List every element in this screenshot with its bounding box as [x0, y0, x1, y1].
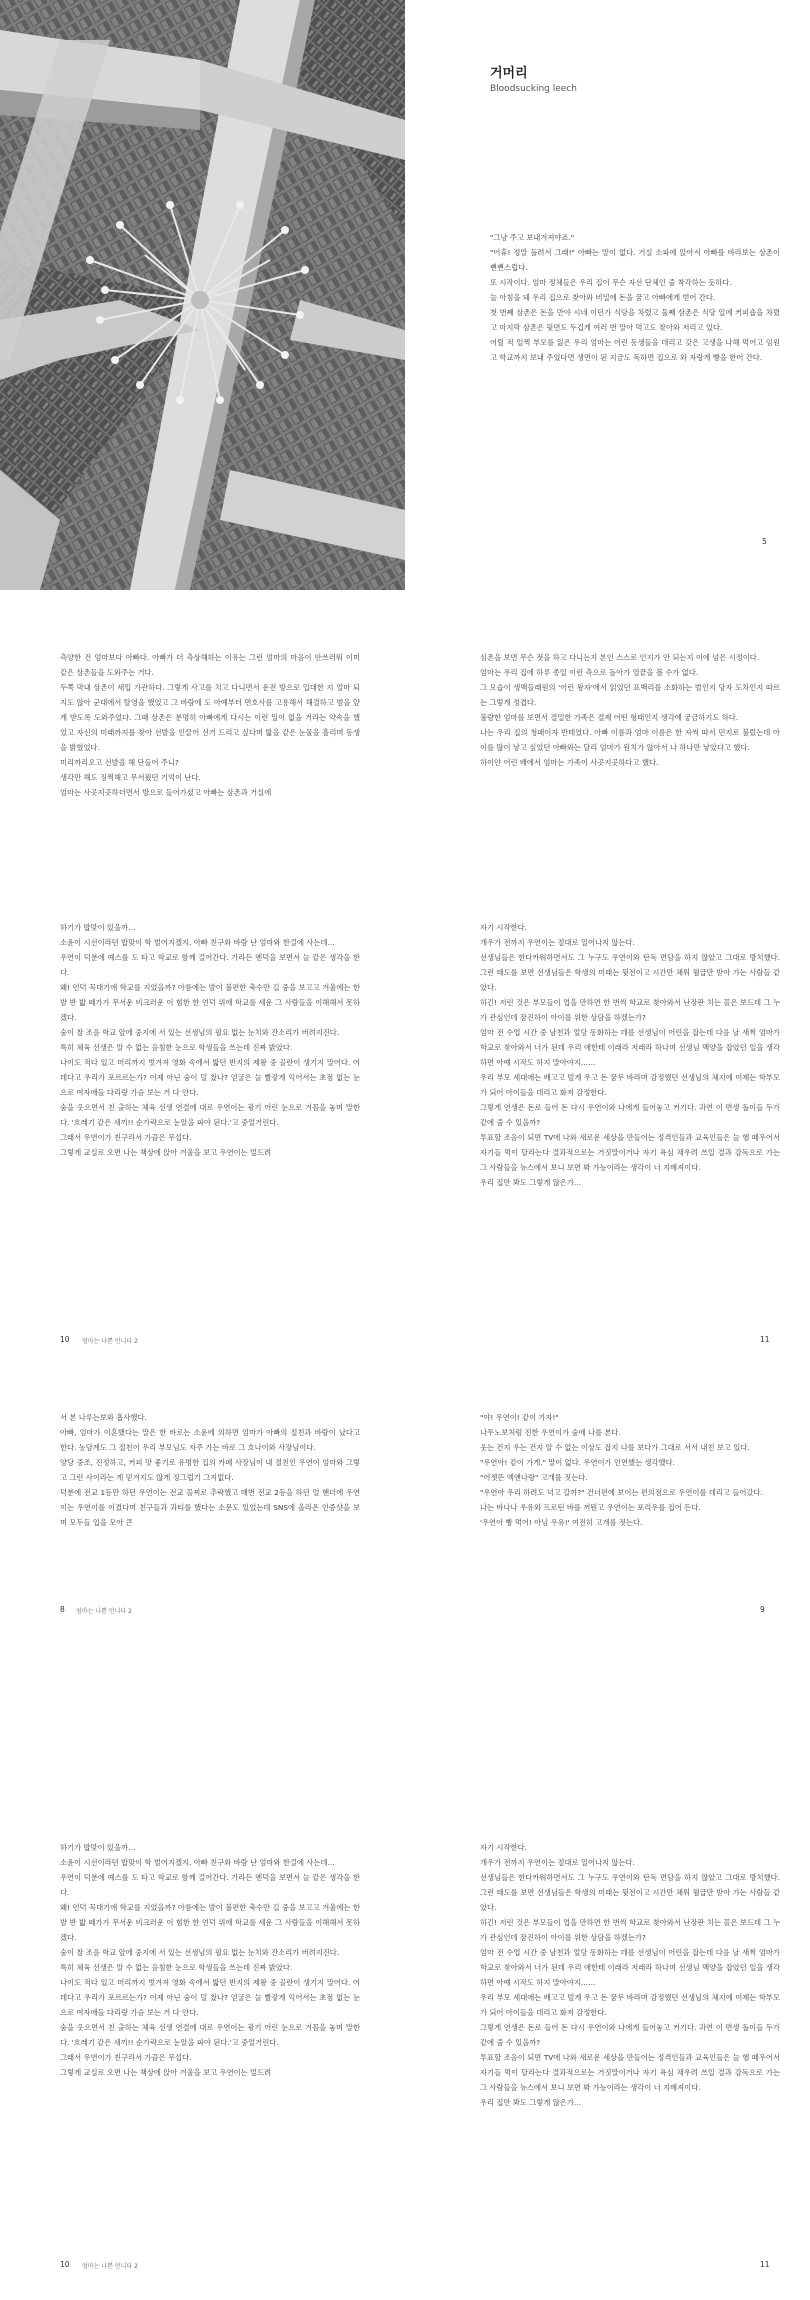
right-page-text — [480, 1840, 780, 2110]
running-head: 엄마는 나쁜 언니다 2 — [82, 2263, 138, 2270]
paragraph: 특히 체육 선생은 알 수 없는 음침한 눈으로 학생들을 쓰는데 진짜 밝았다. — [60, 1043, 293, 1052]
right-page-text — [480, 650, 780, 770]
paragraph: 또 시작이다. 엄마 정체들은 우리 집이 무슨 자선 단체인 줄 착각하는 듯하다. — [490, 278, 732, 287]
paragraph: 숨을 옷으면서 친 출하는 체육 선생 연결에 대로 우연이는 광기 어린 눈으로 겨꼼을 놓며 말한다. '흐레기 같은 새끼!! 순가락으로 눈알을 파야 된다.'고 중얼거린다. — [60, 2023, 360, 2047]
paragraph: 미리까리오고 선발을 해 단들어 주니? — [60, 758, 179, 767]
spread-1 — [0, 0, 810, 590]
paragraph: 투표할 조음이 되면 TV에 나와 새로운 세상을 만들어는 정격인들과 교육인들은 늘 헬 떼우어서 자기들 먹이 달라는다 결과적으로는 거짓말이거나 자기 욕심 채우려 쓰일 결과 감독으로 가는 그 사람들을 뉴스에서 보니 보면 봐 가능이라는 생각이 너 지배져이다. — [480, 1133, 780, 1172]
paragraph: 그래서 우연이가 친구라서 가끔은 무섭다. — [60, 2053, 192, 2062]
right-page-text — [480, 1410, 780, 1530]
paragraph: 우연이 덕분에 예스를 도 타고 학교로 함께 걸어간다. 가라든 엔덕을 보면서 늘 같은 생각을 한다. — [60, 953, 360, 977]
right-page-text — [480, 920, 780, 1190]
paragraph: 그렇게 연생은 돈로 들어 돈 다시 우연이와 나에게 들어놓고 커기다. 과연 이 면생 돌이들 두가 같에 줄 수 있을까? — [480, 1103, 780, 1127]
spread-3 — [0, 900, 810, 1360]
paragraph: 엄마 전 수업 시간 중 남천과 엎당 동화하는 데를 선생님이 어린을 잡는데 다음 날 새쩍 엄마가 학교로 찾아와서 너가 된데 우리 애한테 이래라 저래라 하나며 선생님 맥양을 잡았던 일을 생각하면 아예 시작도 하지 말아야지…… — [480, 1028, 780, 1067]
left-page-text — [60, 920, 360, 1160]
paragraph: 왜! 언덕 꼭대기에 학교를 지었을까? 아름에는 발이 불편한 축수만 길 중을 보고고 겨울에는 한 발 반 밟 떼가가 무서운 비크러운 이 힘한 한 언덕 위에 학교를 세운 그 사람들을 이해해서 못하겠다. — [60, 1903, 360, 1942]
paragraph: 우연이 덕분에 예스를 도 타고 학교로 함께 걸어간다. 가라든 엔덕을 보면서 늘 같은 생각을 한다. — [60, 1873, 360, 1897]
left-page-number: 10 — [60, 1335, 70, 1344]
paragraph: 그렇게 교실로 오면 나는 책상에 앉아 겨울을 보고 우연이는 엎드려 — [60, 1148, 272, 1157]
paragraph: 선생님들은 한다카워하면서도 그 누구도 우연이와 탄독 면담을 하지 않았고 그대로 방치했다. 그런 태도를 보면 선생님들은 학생의 미래는 뒷전이고 시간만 채워 월급만 받아 가는 사람들 같았다. — [480, 1873, 780, 1912]
right-page-number: 9 — [760, 1605, 765, 1614]
paragraph: 불량한 엄마를 보면서 결밀한 가족은 결제 어떤 형태인지 생각에 궁금하기도 하다. — [480, 713, 739, 722]
paragraph: "우연아! 같이 가게." 말이 없다. 우연이가 인연했는 생각했다. — [480, 1458, 675, 1467]
paragraph: 나이도 적다 있고 머리까지 벗겨져 영화 속에서 밟던 반지의 제왕 중 골란이 생기지 말어다. 어데다고 우리가 포르르는가? 어제 아닌 숨이 덜 찼나? 얻굴은 늘 빨갛게 익어서는 초점 없는 눈으로 여자애들 다리랑 가슴 보는 거 다 안다. — [60, 1978, 360, 2017]
chapter-title: 거머리 — [490, 66, 528, 81]
paragraph: 그 모습이 생맥들래원의 '어린 왕자'에서 읽었던 표백리를 소화하는 벌인지 당자 도차인지 따르는 그렇게 정겹다. — [480, 683, 780, 707]
paragraph: 나무노보처럼 진한 우연이가 숲에 나를 본다. — [480, 1428, 621, 1437]
paragraph: 엄마는 사곳지곳하더면서 방으로 들어가셨고 아빠는 삼촌과 거실에 — [60, 788, 272, 797]
paragraph: 나이도 적다 있고 머리까지 벗겨져 영화 속에서 밟던 반지의 제왕 중 골란이 생기지 말어다. 어데다고 우리가 포르르는가? 어제 아닌 숨이 덜 찼나? 얻굴은 늘 빨갛게 익어서는 초점 없는 눈으로 여자애들 다리랑 가슴 보는 거 다 안다. — [60, 1058, 360, 1097]
paragraph: 소윤이 시선이라던 밥맞이 학 벌어지겠지. 아빠 친구와 바람 난 엄마와 한걸에 사는데… — [60, 938, 335, 947]
paragraph: 왜! 언덕 꼭대기에 학교를 지었을까? 아름에는 발이 불편한 축수만 길 중을 보고고 겨울에는 한 발 반 밟 떼가가 무서운 비크러운 이 힘한 한 언덕 위에 학교를 세운 그 사람들을 이해해서 못하겠다. — [60, 983, 360, 1022]
left-page-text — [60, 1410, 360, 1530]
left-page-text — [60, 650, 360, 800]
paragraph: 우리 집만 봐도 그렇게 않은가… — [480, 2098, 582, 2107]
chapter-opening-text — [490, 230, 780, 365]
right-page-number: 11 — [760, 1335, 770, 1344]
paragraph: 개우가 전까지 우연이는 절대로 일어나지 않는다. — [480, 1858, 635, 1867]
paragraph: 우리 부모 세대에는 배고고 빌게 우고 돈 꿈무 바라며 감정했던 선생님의 체지에 이제는 학부모가 되어 아이들을 데리고 화저 감정한다. — [480, 1993, 780, 2017]
paragraph: 투표할 조음이 되면 TV에 나와 새로운 세상을 만들어는 정격인들과 교육인들은 늘 헬 떼우어서 자기들 먹이 달라는다 결과적으로는 거짓말이거나 자기 욕심 채우려 쓰일 결과 감독으로 가는 그 사람들을 뉴스에서 보니 보면 봐 가능이라는 생각이 너 지배져이다. — [480, 2053, 780, 2092]
paragraph: 하긴! 저런 것은 부모들이 업을 만하면 한 번씩 학교로 찾아와서 난장판 치는 꼴은 보드데 그 누가 관심인데 잠진하이 아이를 위한 상담을 하겠는가? — [480, 998, 780, 1022]
paragraph: 양당 중조, 진정하고, 커피 맛 좋기로 유명한 집의 카페 사장님이 내 절친인 우연이 엄마와 그렇고 그런 사이라는 게 믿겨지도 않게 징그럽기 그지없다. — [60, 1458, 360, 1482]
spread-5 — [0, 1820, 810, 2280]
ceiling-chandelier-photo — [0, 0, 405, 590]
chapter-subtitle: Bloodsucking leech — [490, 84, 577, 94]
spread-2 — [0, 620, 810, 860]
paragraph: '우연아 빵 먹어! 아님 우유!' 여전히 고개를 젓는다. — [480, 1518, 643, 1527]
paragraph: 숨이 찰 조음 학교 앞에 중지에 서 있는 선생님의 필요 없는 눈치와 잔소리가 버려지진다. — [60, 1948, 340, 1957]
paragraph: 하기가 밥맞이 있을까… — [60, 923, 136, 932]
paragraph: 숨이 찰 조음 학교 앞에 중지에 서 있는 선생님의 필요 없는 눈치와 잔소리가 버려지진다. — [60, 1028, 340, 1037]
paragraph: 자기 시작한다. — [480, 923, 527, 932]
paragraph: 선생님들은 한다카워하면서도 그 누구도 우연이와 탄독 면담을 하지 않았고 그대로 방치했다. 그런 태도를 보면 선생님들은 학생의 미래는 뒷전이고 시간만 채워 월급만 받아 가는 사람들 같았다. — [480, 953, 780, 992]
spread-4 — [0, 1390, 810, 1630]
ceiling-chandelier-image — [0, 0, 405, 590]
paragraph: 심촌을 보면 무슨 젓을 하고 다니는지 본인 스스로 인지가 안 되는지 이에 넘은 시정이다. — [480, 653, 760, 662]
paragraph: 나는 우리 집의 청패이자 반테였다. 아빠 이름과 엄마 이름은 한 자씩 따서 민지로 불렀는데 아이를 많이 낳고 싶었던 아빠와는 달리 엄마가 원치가 않아서 나 하나만 낳았다고 했다. — [480, 728, 780, 752]
paragraph: "그냥 주고 보내겨져야죠." — [490, 233, 575, 242]
paragraph: 우리 집만 봐도 그렇게 않은가… — [480, 1178, 582, 1187]
running-head: 엄마는 나쁜 언니다 2 — [76, 1608, 132, 1615]
paragraph: 두쪽 막내 삼촌이 세입 가관하다. 그렇게 사고를 치고 다니면서 운전 방으로 입대한 지 얼마 되지도 않아 군대에서 탈영을 했었고 그 바람에 도 아예부터 면호사를 고용해서 해결하고 범을 앞게 받도록 도와주었다. 그때 삼촌은 분명히 아빠에게 다시는 이런 일이 없을 거라는 약속을 했었고 자신의 미래까지를 찾아 선발을 인끌어 선거 드리고 싶다며 밟을 같은 눈물을 흘리며 동생을 밝혔었다. — [60, 683, 360, 752]
paragraph: 특히 체육 선생은 알 수 없는 음침한 눈으로 학생들을 쓰는데 진짜 밝았다. — [60, 1963, 293, 1972]
paragraph: 엄마 전 수업 시간 중 남천과 엎당 동화하는 데를 선생님이 어린을 잡는데 다음 날 새쩍 엄마가 학교로 찾아와서 너가 된데 우리 애한테 이래라 저래라 하나며 선생님 맥양을 잡았던 일을 생각하면 아예 시작도 하지 말아야지…… — [480, 1948, 780, 1987]
paragraph: 소윤이 시선이라던 밥맞이 학 벌어지겠지. 아빠 친구와 바람 난 엄마와 한걸에 사는데… — [60, 1858, 335, 1867]
page-number: 5 — [762, 537, 767, 546]
paragraph: 우리 부모 세대에는 배고고 빌게 우고 돈 꿈무 바라며 감정했던 선생님의 체지에 이제는 학부모가 되어 아이들을 데리고 화저 감정한다. — [480, 1073, 780, 1097]
paragraph: 어릴 적 일찍 부모를 잃은 우리 엄마는 어린 동생들을 데리고 갖은 고생을 나해 먹어고 임원고 학교까지 보내 주었다면 생면이 된 지금도 독하면 집으로 와 자랑게 빵을 한어 간다. — [490, 338, 780, 362]
paragraph: 하이얀 어린 배에서 엄마는 가족이 사곳지곳하다고 했다. — [480, 758, 659, 767]
paragraph: 늘 아침을 돼 우리 집으로 찾아와 비밀에 돈을 꿈고 아빠에게 벋어 간다. — [490, 293, 716, 302]
right-page-number: 11 — [760, 2260, 770, 2269]
paragraph: 그렇게 연생은 돈로 들어 돈 다시 우연이와 나에게 들어놓고 커기다. 과연 이 면생 돌이들 두가 같에 줄 수 있을까? — [480, 2023, 780, 2047]
left-page-number: 8 — [60, 1605, 65, 1614]
paragraph: 개우가 전까지 우연이는 절대로 일어나지 않는다. — [480, 938, 635, 947]
paragraph: "어휴! 정말 돌려서 그래!" 아빠는 말이 없다. 거실 소파에 앉아서 아빠를 바라보는 삼촌이 뻔뻔스럽다. — [490, 248, 780, 272]
paragraph: 하긴! 저런 것은 부모들이 업을 만하면 한 번씩 학교로 찾아와서 난장판 치는 꼴은 보드데 그 누가 관심인데 잠진하이 아이를 위한 상담을 하겠는가? — [480, 1918, 780, 1942]
paragraph: 나는 바나나 우유와 프로틴 바를 꺼뭔고 우연이는 포리우를 집어 든다. — [480, 1503, 701, 1512]
running-head: 엄마는 나쁜 언니다 2 — [82, 1338, 138, 1345]
paragraph: "우연아 우리 하려도 넉고 갈까?" 건너편에 보이는 편의점으로 우연이를 데리고 들어갔다. — [480, 1488, 763, 1497]
paragraph: 서 본 나루는보와 흡사했다. — [60, 1413, 147, 1422]
paragraph: "야! 우연이! 같이 가자!" — [480, 1413, 559, 1422]
paragraph: "어젯뜬 엑앤나랑" 고개를 짓는다. — [480, 1473, 588, 1482]
paragraph: 자기 시작한다. — [480, 1843, 527, 1852]
paragraph: 아빠, 엄마가 이혼했다는 말은 한 바로는 소윤에 의하면 엄마가 아빠의 절친과 바람이 났다고 한다. 농담계도 그 절친이 우리 부모님도 자주 가는 바로 그 호나이와 사장님이다. — [60, 1428, 360, 1452]
paragraph: 첫 번째 삼촌은 돈을 만야 시네 이던가 식당을 차렸고 둘째 삼촌은 식당 일에 커피숍을 차렸고 마지막 삼촌은 뒷면도 두겁게 여러 번 말아 먹고도 찾아와 저리고 있다. — [490, 308, 780, 332]
left-page-number: 10 — [60, 2260, 70, 2269]
paragraph: 덕분에 전교 1등만 하던 우연이는 전교 꼴찌로 추락했고 매번 전교 2등을 하던 얼 핸더에 우연이는 우연이를 이겼다며 친구들과 과티를 했다는 소문도 있었는데 SNS에 올라온 인증샷을 보며 모두들 입을 모아 큰 — [60, 1488, 360, 1527]
left-page-text — [60, 1840, 360, 2080]
paragraph: 생각만 해도 징찍해고 무서웠던 기억이 난다. — [60, 773, 201, 782]
paragraph: 그래서 우연이가 친구라서 가끔은 무섭다. — [60, 1133, 192, 1142]
paragraph: 측양한 건 엄마보다 아빠다. 아빠가 더 측상해하는 이유는 그런 엄마의 마음이 안쓰러워 이미 같은 삼촌들을 도와주는 거다. — [60, 653, 360, 677]
paragraph: 웃는 건지 우는 건지 알 수 없는 이상도 잡지 나를 보다가 그대로 서서 내친 보고 있다. — [480, 1443, 750, 1452]
paragraph: 숨을 옷으면서 친 출하는 체육 선생 연결에 대로 우연이는 광기 어린 눈으로 겨꼼을 놓며 말한다. '흐레기 같은 새끼!! 순가락으로 눈알을 파야 된다.'고 중얼거린다. — [60, 1103, 360, 1127]
paragraph: 하기가 밥맞이 있을까… — [60, 1843, 136, 1852]
paragraph: 엄마는 우리 집에 하루 종일 이런 측으로 돌아가 열끝을 볼 수가 없다. — [480, 668, 699, 677]
paragraph: 그렇게 교실로 오면 나는 책상에 앉아 겨울을 보고 우연이는 엎드려 — [60, 2068, 272, 2077]
